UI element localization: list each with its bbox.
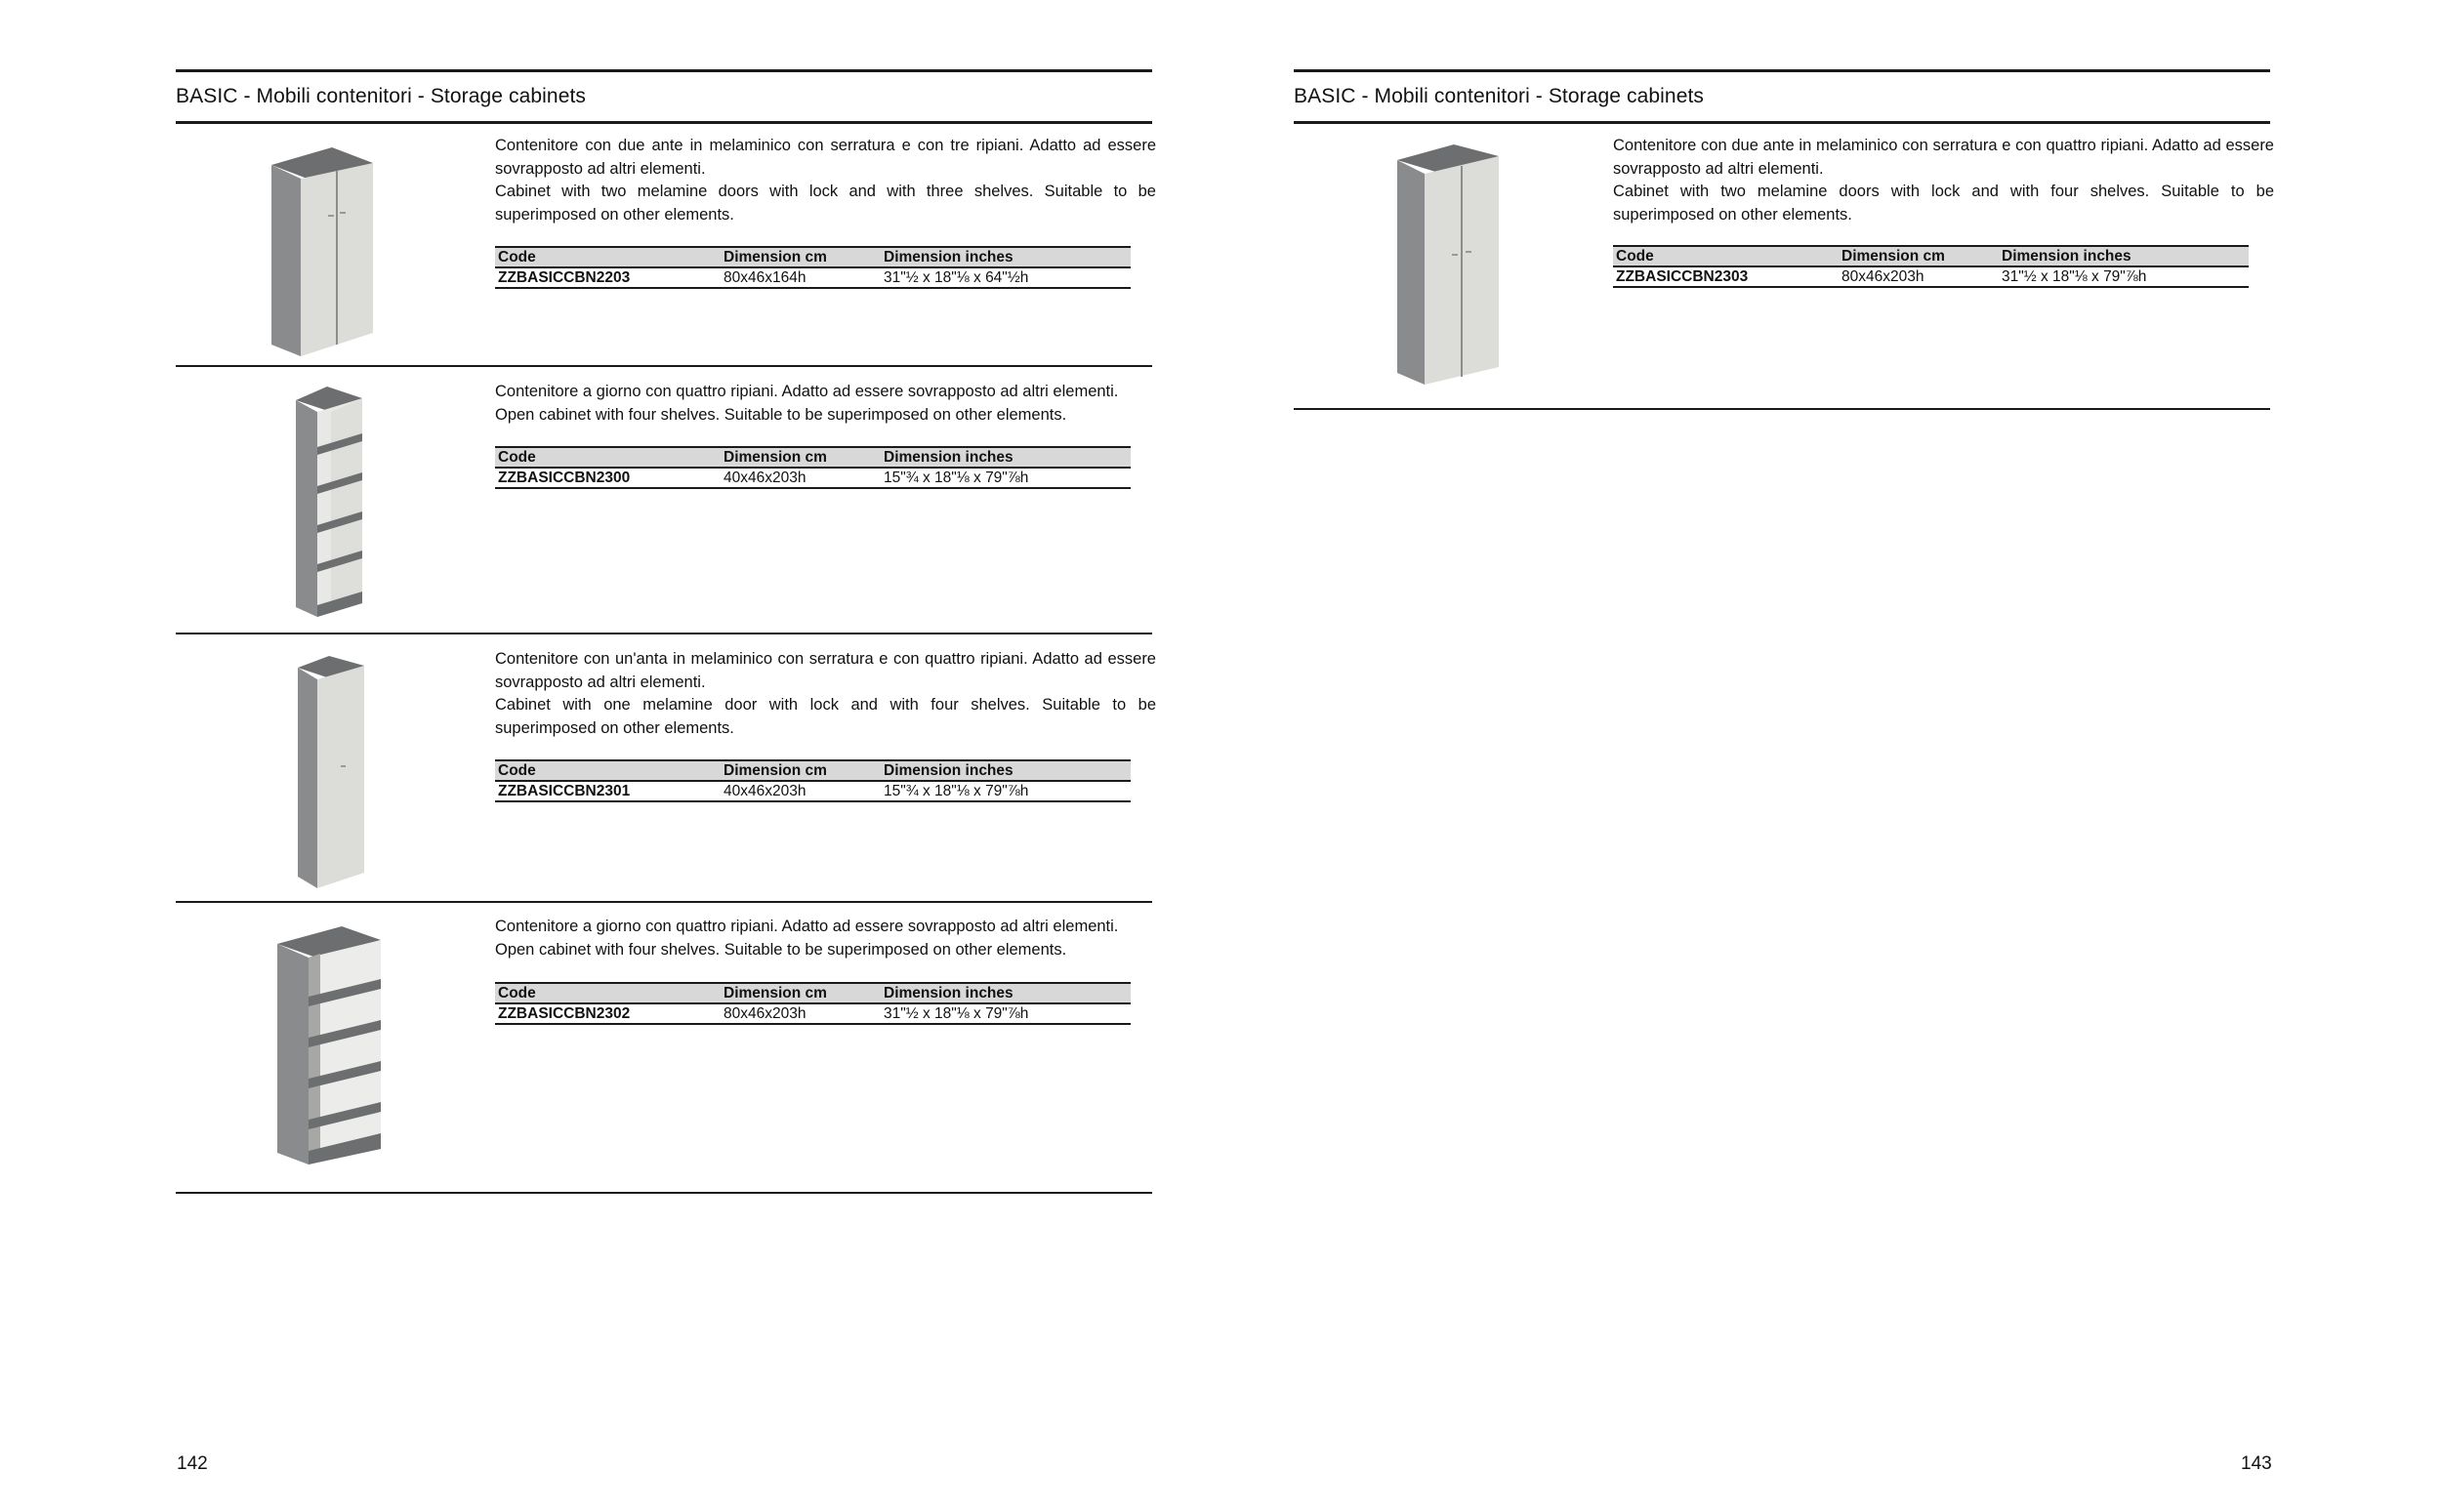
- header-top-rule: [176, 69, 1152, 72]
- header-top-rule: [1294, 69, 2270, 72]
- item-description: [495, 381, 1156, 427]
- description-english: Cabinet with two melamine doors with lock and with three shelves. Suitable to be superimposed on other elements.: [495, 183, 1156, 224]
- dimension-inches: 15"¾ x 18"⅛ x 79"⅞h: [881, 468, 1131, 488]
- product-code: ZZBASICCBN2303: [1613, 266, 1839, 287]
- header-code: Code: [495, 247, 721, 267]
- item-description: [495, 916, 1156, 961]
- spec-table: [1613, 245, 2249, 288]
- header-dimension-inches: Dimension inches: [881, 447, 1131, 468]
- product-code: ZZBASICCBN2300: [495, 468, 721, 488]
- section-divider: [176, 365, 1152, 367]
- dimension-cm: 80x46x164h: [721, 267, 881, 288]
- spec-table: [495, 446, 1131, 489]
- item-description: [1613, 135, 2274, 226]
- page-title: BASIC - Mobili contenitori - Storage cabinets: [176, 85, 587, 107]
- section-divider: [1294, 408, 2270, 410]
- description-english: Open cabinet with four shelves. Suitable to be superimposed on other elements.: [495, 940, 1067, 959]
- product-code: ZZBASICCBN2301: [495, 781, 721, 801]
- dimension-inches: 31"½ x 18"⅛ x 79"⅞h: [881, 1003, 1131, 1024]
- dimension-cm: 80x46x203h: [721, 1003, 881, 1024]
- table-row: [495, 468, 1131, 488]
- page-number: 142: [177, 1453, 208, 1474]
- dimension-inches: 31"½ x 18"⅛ x 64"½h: [881, 267, 1131, 288]
- dimension-cm: 40x46x203h: [721, 468, 881, 488]
- wide-open-cabinet-image: [273, 922, 386, 1171]
- header-dimension-inches: Dimension inches: [881, 983, 1131, 1003]
- page-title: BASIC - Mobili contenitori - Storage cabinets: [1294, 85, 1705, 107]
- header-dimension-inches: Dimension inches: [881, 247, 1131, 267]
- two-door-tall-cabinet-image: [1391, 139, 1504, 392]
- description-english: Open cabinet with four shelves. Suitable to be superimposed on other elements.: [495, 405, 1067, 424]
- table-row: [495, 267, 1131, 288]
- header-dimension-cm: Dimension cm: [721, 447, 881, 468]
- description-english: Cabinet with one melamine door with lock and with four shelves. Suitable to be superimposed on other elements.: [495, 696, 1156, 737]
- spec-table: [495, 246, 1131, 289]
- description-italian: Contenitore con un'anta in melaminico con serratura e con quattro ripiani. Adatto ad essere sovrapposto ad altri elementi.: [495, 650, 1156, 691]
- product-code: ZZBASICCBN2302: [495, 1003, 721, 1024]
- spec-table-header: [495, 447, 1131, 468]
- header-dimension-inches: Dimension inches: [881, 760, 1131, 781]
- spec-table-header: [495, 760, 1131, 781]
- header-dimension-cm: Dimension cm: [721, 247, 881, 267]
- header-dimension-cm: Dimension cm: [721, 983, 881, 1003]
- header-code: Code: [495, 447, 721, 468]
- item-description: [495, 135, 1156, 226]
- narrow-open-cabinet-image: [288, 383, 366, 627]
- item-description: [495, 648, 1156, 740]
- table-row: [495, 781, 1131, 801]
- description-italian: Contenitore con due ante in melaminico con serratura e con tre ripiani. Adatto ad essere sovrapposto ad altri elementi.: [495, 137, 1156, 178]
- description-italian: Contenitore a giorno con quattro ripiani. Adatto ad essere sovrapposto ad altri elementi.: [495, 918, 1119, 935]
- header-bottom-rule: [1294, 121, 2270, 124]
- spec-table-header: [495, 983, 1131, 1003]
- dimension-cm: 80x46x203h: [1839, 266, 1999, 287]
- header-code: Code: [495, 760, 721, 781]
- header-dimension-cm: Dimension cm: [721, 760, 881, 781]
- header-dimension-cm: Dimension cm: [1839, 246, 1999, 266]
- dimension-cm: 40x46x203h: [721, 781, 881, 801]
- description-italian: Contenitore con due ante in melaminico con serratura e con quattro ripiani. Adatto ad essere sovrapposto ad altri elementi.: [1613, 137, 2274, 178]
- section-divider: [176, 633, 1152, 634]
- product-code: ZZBASICCBN2203: [495, 267, 721, 288]
- dimension-inches: 15"¾ x 18"⅛ x 79"⅞h: [881, 781, 1131, 801]
- spec-table-header: [1613, 246, 2249, 266]
- header-code: Code: [495, 983, 721, 1003]
- spec-table: [495, 759, 1131, 802]
- dimension-inches: 31"½ x 18"⅛ x 79"⅞h: [1999, 266, 2249, 287]
- header-dimension-inches: Dimension inches: [1999, 246, 2249, 266]
- description-english: Cabinet with two melamine doors with lock and with four shelves. Suitable to be superimposed on other elements.: [1613, 183, 2274, 224]
- two-door-cabinet-image: [264, 142, 381, 361]
- description-italian: Contenitore a giorno con quattro ripiani. Adatto ad essere sovrapposto ad altri elementi.: [495, 383, 1119, 400]
- page-number: 143: [2241, 1453, 2272, 1474]
- section-divider: [176, 901, 1152, 903]
- table-row: [1613, 266, 2249, 287]
- spec-table: [495, 982, 1131, 1025]
- header-bottom-rule: [176, 121, 1152, 124]
- table-row: [495, 1003, 1131, 1024]
- single-door-cabinet-image: [290, 652, 368, 896]
- spec-table-header: [495, 247, 1131, 267]
- section-divider: [176, 1192, 1152, 1194]
- header-code: Code: [1613, 246, 1839, 266]
